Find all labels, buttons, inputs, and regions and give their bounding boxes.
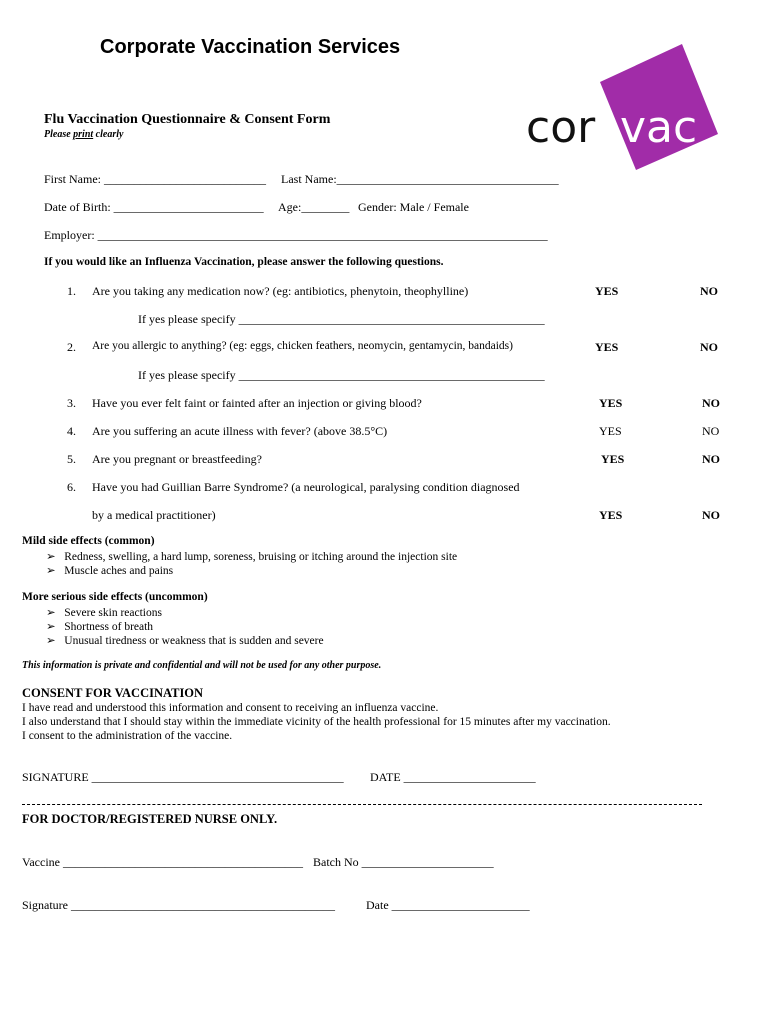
specify-field[interactable]: If yes please specify ___________________________________________________ [138, 312, 545, 326]
list-item: ➢ Redness, swelling, a hard lump, soreness, bruising or itching around the injection site [46, 551, 458, 563]
first-name-field[interactable]: First Name: ___________________________ [44, 172, 266, 186]
date-field[interactable]: DATE ______________________ [370, 770, 536, 784]
list-item: ➢ Unusual tiredness or weakness that is sudden and severe [46, 635, 324, 647]
no-option[interactable]: NO [702, 508, 720, 522]
question-text-continued: by a medical practitioner) [92, 508, 216, 522]
no-option[interactable]: NO [702, 396, 720, 410]
no-option[interactable]: NO [702, 424, 720, 438]
age-field[interactable]: Age:________ [278, 200, 350, 214]
question-text: Are you pregnant or breastfeeding? [92, 452, 262, 466]
privacy-note: This information is private and confidential and will not be used for any other purpose. [22, 660, 382, 671]
form-subtitle: Flu Vaccination Questionnaire & Consent Form [44, 112, 331, 127]
yes-option[interactable]: YES [599, 508, 623, 522]
specify-field[interactable]: If yes please specify ___________________________________________________ [138, 368, 545, 382]
question-number: 5. [67, 452, 76, 466]
list-item: ➢ Muscle aches and pains [46, 565, 174, 577]
question-text: Are you allergic to anything? (eg: eggs, chicken feathers, neomycin, gentamycin, bandaids) [92, 340, 513, 352]
consent-title: CONSENT FOR VACCINATION [22, 686, 204, 700]
yes-option[interactable]: YES [599, 424, 622, 438]
mild-side-effects-heading: Mild side effects (common) [22, 535, 155, 547]
signature-field[interactable]: SIGNATURE __________________________________________ [22, 770, 344, 784]
arrow-bullet-icon: ➢ [46, 607, 56, 619]
staff-date-field[interactable]: Date _______________________ [366, 898, 530, 912]
arrow-bullet-icon: ➢ [46, 551, 56, 563]
serious-side-effects-heading: More serious side effects (uncommon) [22, 591, 208, 603]
consent-line: I consent to the administration of the vaccine. [22, 730, 233, 742]
no-option[interactable]: NO [700, 340, 718, 354]
yes-option[interactable]: YES [595, 340, 619, 354]
vaccine-field[interactable]: Vaccine ________________________________________ [22, 855, 303, 869]
question-number: 6. [67, 480, 76, 494]
yes-option[interactable]: YES [595, 284, 619, 298]
question-text: Have you ever felt faint or fainted after an injection or giving blood? [92, 396, 422, 410]
arrow-bullet-icon: ➢ [46, 565, 56, 577]
question-number: 1. [67, 284, 76, 298]
list-item: ➢ Shortness of breath [46, 621, 154, 633]
arrow-bullet-icon: ➢ [46, 635, 56, 647]
question-number: 4. [67, 424, 76, 438]
arrow-bullet-icon: ➢ [46, 621, 56, 633]
gender-field[interactable]: Gender: Male / Female [358, 200, 469, 214]
questions-intro: If you would like an Influenza Vaccination, please answer the following questions. [44, 256, 444, 268]
no-option[interactable]: NO [702, 452, 720, 466]
staff-signature-field[interactable]: Signature ____________________________________________ [22, 898, 335, 912]
logo-text-right: vac [620, 102, 698, 153]
divider [22, 804, 702, 805]
print-note: Please print clearly [44, 129, 124, 140]
staff-section-title: FOR DOCTOR/REGISTERED NURSE ONLY. [22, 812, 278, 826]
consent-line: I also understand that I should stay within the immediate vicinity of the health professional for 15 minutes after my vaccination. [22, 716, 611, 728]
question-text: Have you had Guillian Barre Syndrome? (a neurological, paralysing condition diagnosed [92, 480, 520, 494]
dob-field[interactable]: Date of Birth: _________________________ [44, 200, 264, 214]
list-item: ➢ Severe skin reactions [46, 607, 162, 619]
last-name-field[interactable]: Last Name:_____________________________________ [281, 172, 559, 186]
employer-field[interactable]: Employer: ___________________________________________________________________________ [44, 228, 548, 242]
yes-option[interactable]: YES [601, 452, 625, 466]
consent-line: I have read and understood this information and consent to receiving an influenza vaccine. [22, 702, 439, 714]
question-number: 3. [67, 396, 76, 410]
question-text: Are you suffering an acute illness with fever? (above 38.5°C) [92, 424, 388, 438]
question-number: 2. [67, 340, 76, 354]
no-option[interactable]: NO [700, 284, 718, 298]
batch-number-field[interactable]: Batch No ______________________ [313, 855, 494, 869]
page-title: Corporate Vaccination Services [100, 36, 401, 58]
logo-text-left: cor [526, 102, 596, 153]
yes-option[interactable]: YES [599, 396, 623, 410]
question-text: Are you taking any medication now? (eg: antibiotics, phenytoin, theophylline) [92, 284, 469, 298]
corvac-logo [522, 42, 722, 172]
